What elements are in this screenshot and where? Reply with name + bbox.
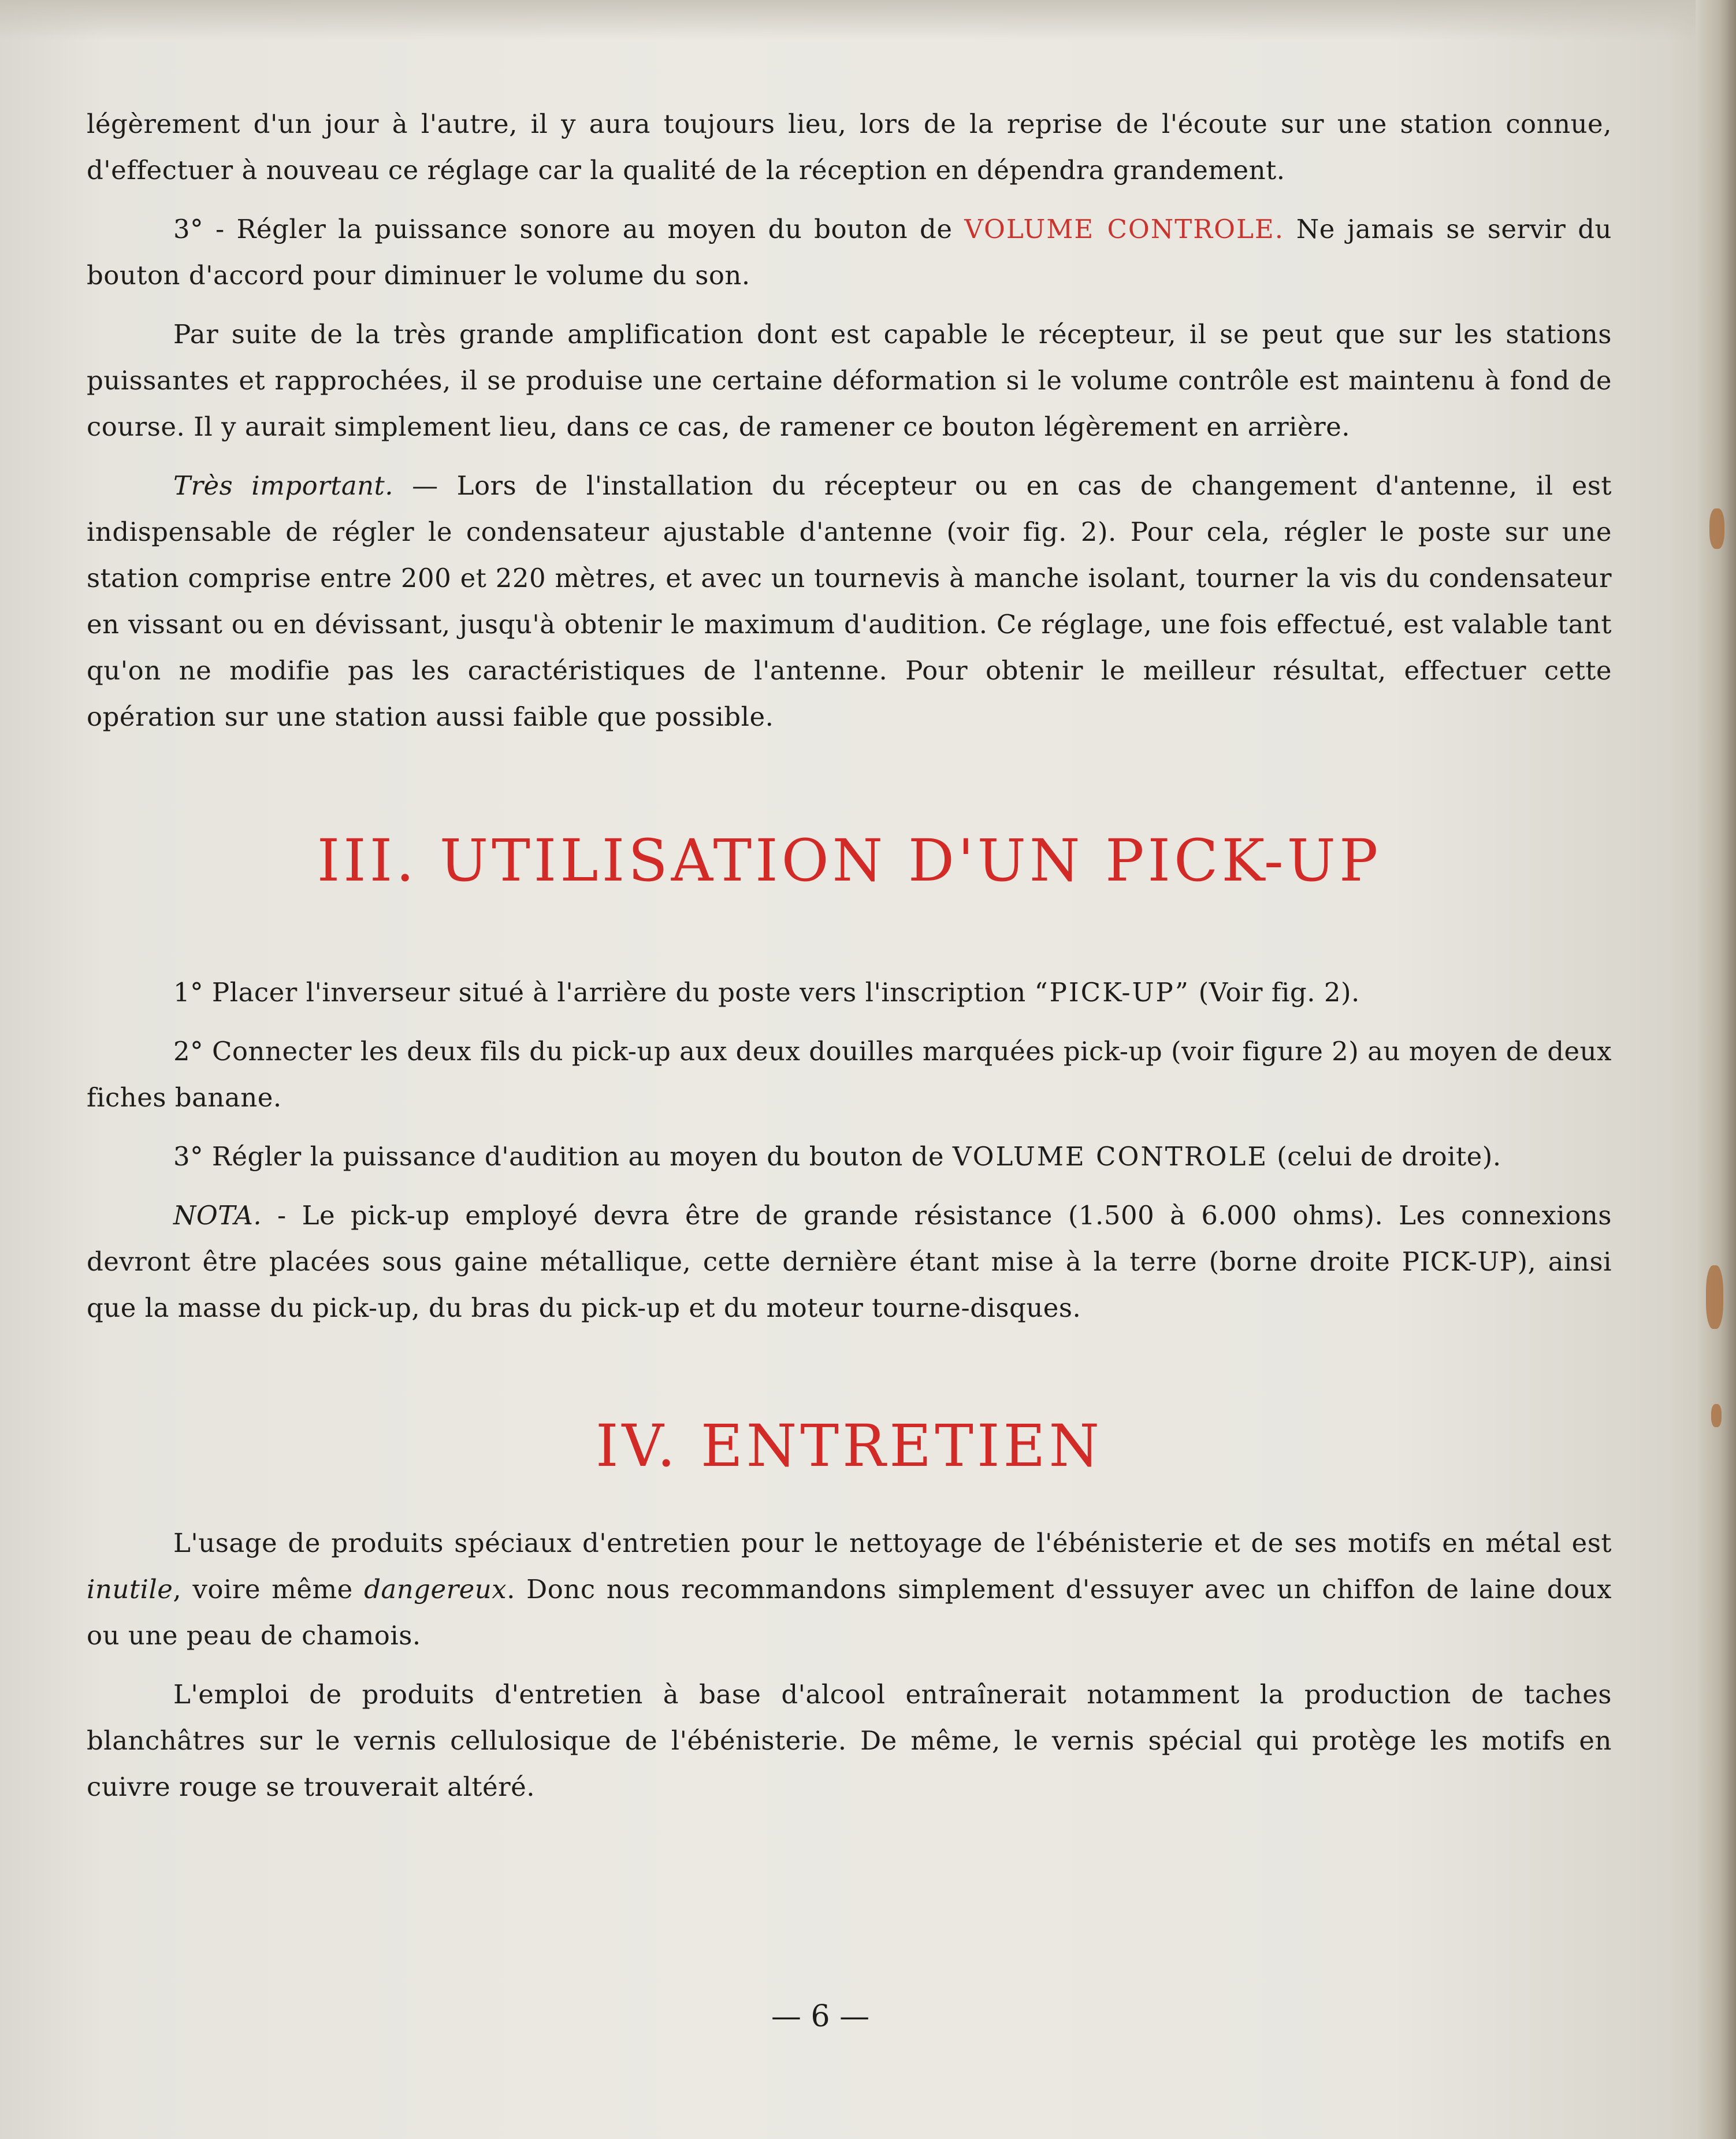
page-edge — [1696, 0, 1736, 2139]
pickup-step-3-end: (celui de droite). — [1268, 1141, 1501, 1172]
page-number: — 6 — — [771, 1999, 870, 2034]
important-label: Très important. — [173, 470, 394, 501]
amplification-paragraph — [87, 311, 1612, 450]
pickup-step-1-end: (Voir fig. 2). — [1189, 977, 1360, 1008]
volume-instruction — [87, 206, 1612, 299]
pickup-step-3 — [87, 1134, 1612, 1180]
amplification-text: Par suite de la très grande amplification dont est capable le récepteur, il se peut que sur les stations puissantes et rapprochées, il se produise une certaine déformation si le volume contrôle est maintenu à fond de course. Il y aurait simplement lieu, dans ce cas, de ramener ce bouton légèrement en arrière. — [87, 319, 1612, 442]
entretien-text-b: , voire même — [173, 1574, 365, 1605]
pickup-inscription: “PICK-UP” — [1034, 977, 1190, 1008]
nota-text: - Le pick-up employé devra être de grande résistance (1.500 à 6.000 ohms). Les connexions devront être placées sous gaine métallique, cette dernière étant mise à la terre (borne droite PICK-UP), ainsi que la masse du pick-up, du bras du pick-up et du moteur tourne-disques. — [87, 1200, 1612, 1323]
important-paragraph — [87, 463, 1612, 740]
page-content — [87, 101, 1612, 1823]
pickup-step-1 — [87, 970, 1612, 1016]
volume-instruction-text-end: Ne jamais se servir du bouton d'accord pour diminuer le volume du son. — [87, 214, 1612, 291]
entretien-text-2: L'emploi de produits d'entretien à base d'alcool entraînerait notamment la production de taches blanchâtres sur le vernis cellulosique de l'ébénisterie. De même, le vernis spécial qui protège les motifs en cuivre rouge se trouverait altéré. — [87, 1679, 1612, 1802]
pickup-step-2-text: 2° Connecter les deux fils du pick-up aux deux douilles marquées pick-up (voir figure 2) au moyen de deux fiches banane. — [87, 1036, 1612, 1113]
important-text: — Lors de l'installation du récepteur ou en cas de changement d'antenne, il est indispensable de régler le condensateur ajustable d'antenne (voir fig. 2). Pour cela, régler le poste sur une station comprise entre 200 et 220 mètres, et avec un tournevis à manche isolant, tourner la vis du condensateur en vissant ou en dévissant, jusqu'à obtenir le maximum d'audition. Ce réglage, une fois effectué, est valable tant qu'on ne modifie pas les caractéristiques de l'antenne. Pour obtenir le meilleur résultat, effectuer cette opération sur une station aussi faible que possible. — [87, 470, 1612, 732]
intro-paragraph — [87, 101, 1612, 194]
section-3-title: III. UTILISATION D'UN PICK-UP — [317, 827, 1382, 894]
rust-stain — [1709, 508, 1724, 549]
section-4-title: IV. ENTRETIEN — [596, 1412, 1103, 1480]
nota-label: NOTA. — [173, 1200, 262, 1231]
pickup-step-1-text: 1° Placer l'inverseur situé à l'arrière du poste vers l'inscription — [173, 977, 1035, 1008]
nota-paragraph — [87, 1193, 1612, 1331]
volume-controle-label: VOLUME CONTROLE. — [964, 214, 1285, 244]
page-top-shadow — [0, 0, 1736, 40]
entretien-italic-inutile: inutile — [87, 1574, 173, 1605]
intro-text: légèrement d'un jour à l'autre, il y aura toujours lieu, lors de la reprise de l'écoute sur une station connue, d'effectuer à nouveau ce réglage car la qualité de la réception en dépendra grandement. — [87, 109, 1612, 185]
rust-stain — [1706, 1265, 1723, 1329]
entretien-paragraph-2 — [87, 1672, 1612, 1810]
entretien-paragraph-1 — [87, 1520, 1612, 1659]
pickup-step-2 — [87, 1028, 1612, 1121]
volume-instruction-text: 3° - Régler la puissance sonore au moyen du bouton de — [173, 214, 965, 244]
entretien-text-a: L'usage de produits spéciaux d'entretien pour le nettoyage de l'ébénisterie et de ses motifs en métal est — [173, 1528, 1612, 1558]
rust-stain — [1711, 1404, 1722, 1427]
volume-controle-caps: VOLUME CONTROLE — [952, 1141, 1269, 1172]
entretien-italic-dangereux: dangereux — [364, 1574, 507, 1605]
pickup-step-3-text: 3° Régler la puissance d'audition au moyen du bouton de — [173, 1141, 953, 1172]
entretien-text-c: . Donc nous recommandons simplement d'essuyer avec un chiffon de laine doux ou une peau de chamois. — [87, 1574, 1612, 1651]
